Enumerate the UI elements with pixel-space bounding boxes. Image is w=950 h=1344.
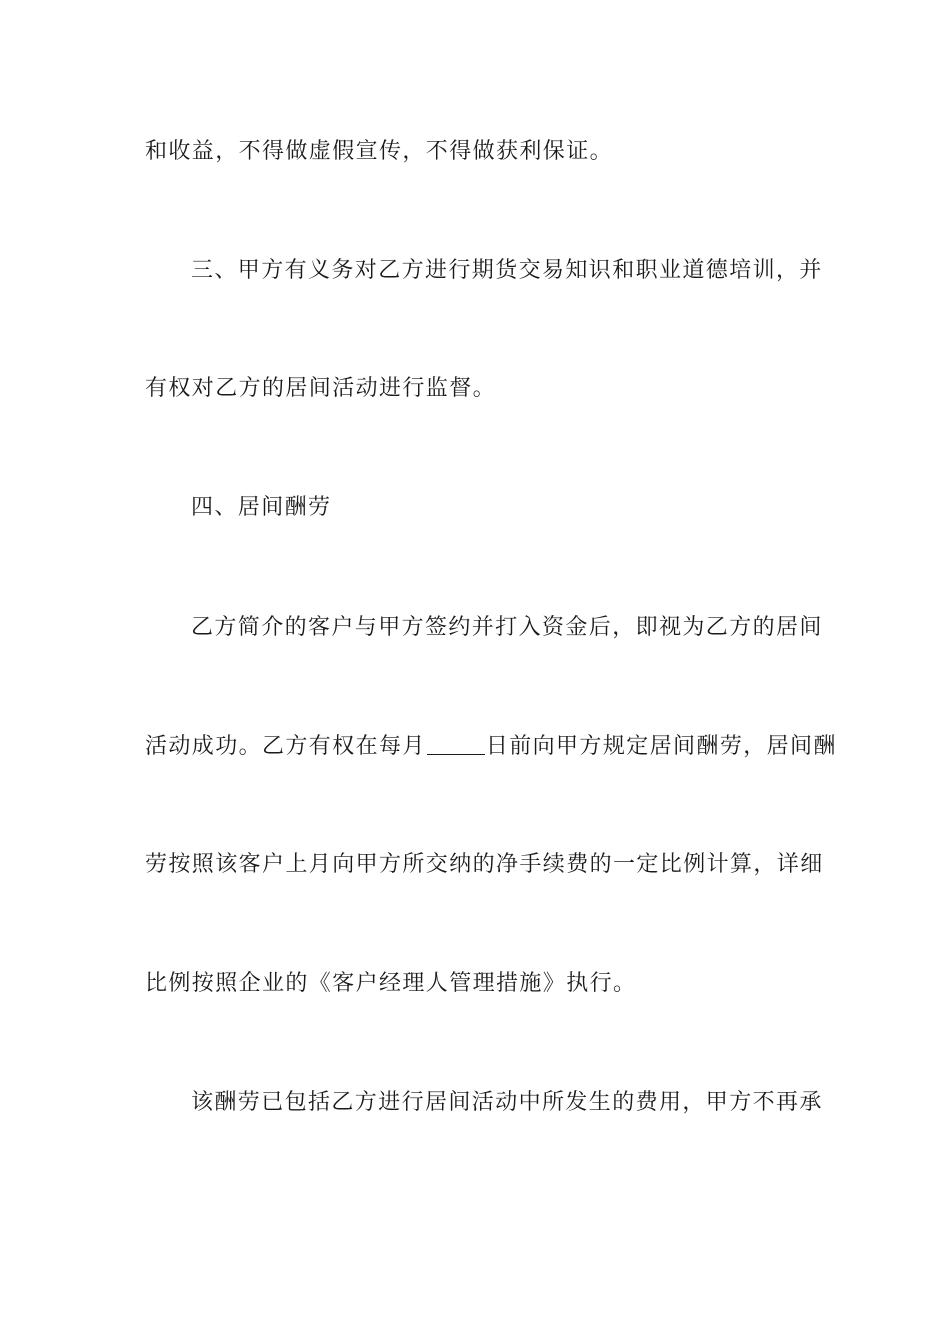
text-line-6-before: 活动成功。乙方有权在每月 (145, 734, 426, 759)
text-line-6 (145, 732, 837, 762)
fill-in-blank-day (427, 734, 485, 755)
text-line-8: 比例按照企业的《客户经理人管理措施》执行。 (145, 971, 637, 996)
text-line-6-after: 日前向甲方规定居间酬劳，居间酬 (485, 734, 837, 759)
text-line-5: 乙方简介的客户与甲方签约并打入资金后，即视为乙方的居间 (191, 615, 823, 640)
text-line-3: 有权对乙方的居间活动进行监督。 (145, 376, 497, 401)
text-line-9: 该酬劳已包括乙方进行居间活动中所发生的费用，甲方不再承 (191, 1090, 823, 1115)
text-line-7: 劳按照该客户上月向甲方所交纳的净手续费的一定比例计算，详细 (145, 852, 824, 877)
section-heading-remuneration: 四、居间酬劳 (191, 495, 332, 520)
text-line-2: 三、甲方有义务对乙方进行期货交易知识和职业道德培训，并 (191, 258, 823, 283)
text-line-1: 和收益，不得做虚假宣传，不得做获利保证。 (145, 139, 614, 164)
